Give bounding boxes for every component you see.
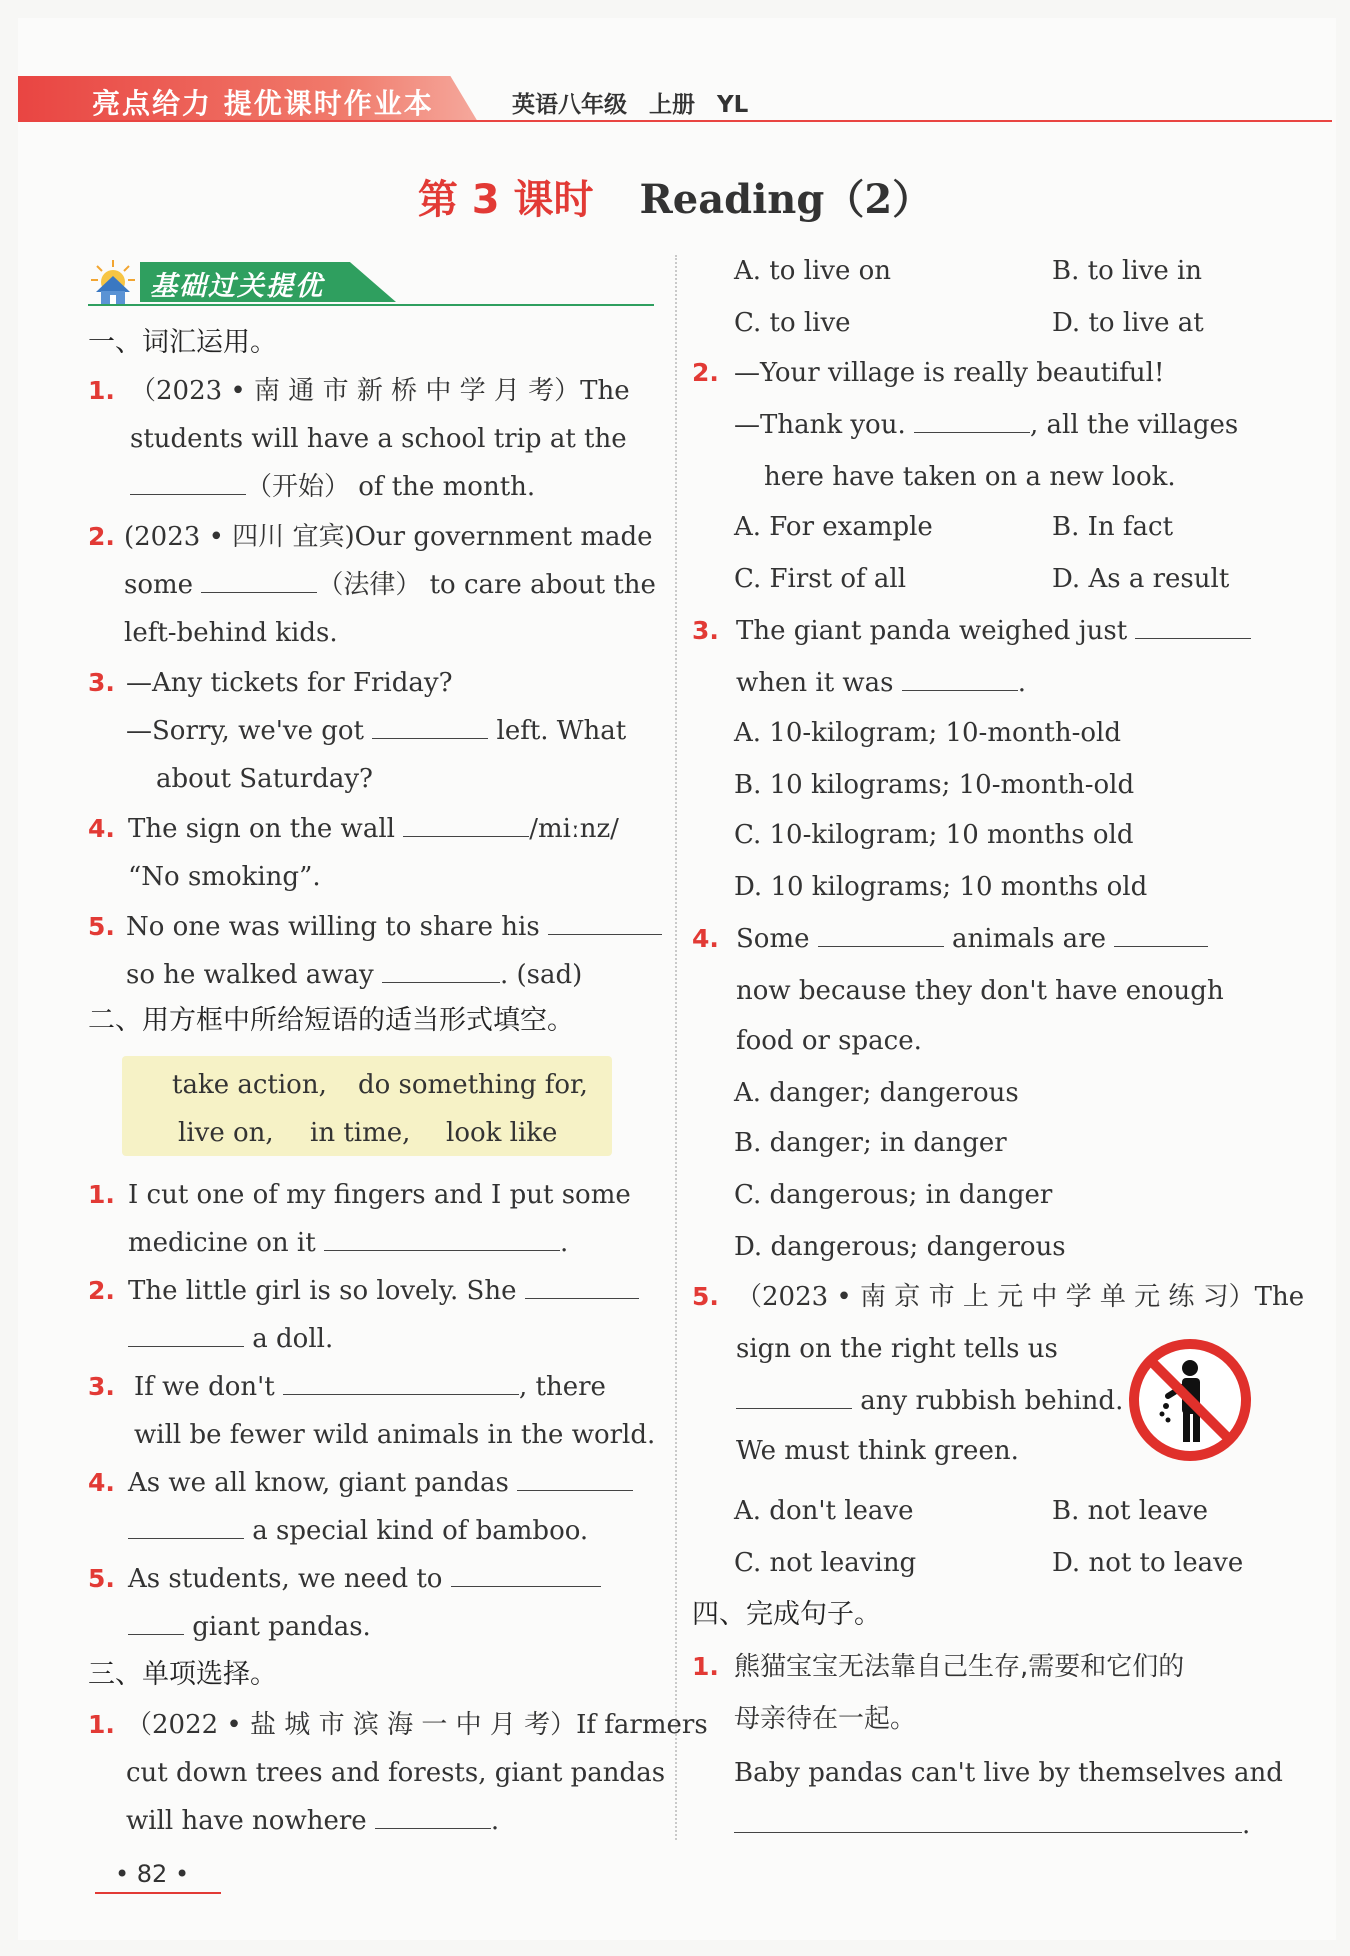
question-text: a doll. [252,1324,334,1354]
banner-rule [88,304,654,306]
lesson-title: Reading（2） [639,176,933,223]
question-text: about Saturday? [156,764,373,794]
question-text: students will have a school trip at the [130,424,627,454]
option-b[interactable]: B. In fact [1052,512,1174,542]
phrase: do something for, [358,1070,588,1100]
section-banner [88,258,400,306]
option-b[interactable]: B. 10 kilograms; 10-month-old [734,770,1135,800]
answer-blank[interactable] [128,1610,184,1635]
question-line [734,408,1238,442]
question-number: 5. [88,912,115,941]
answer-blank[interactable] [1114,922,1208,947]
question-text: left. What [496,716,627,746]
question-line [134,1370,606,1404]
question-text: any rubbish behind. [860,1386,1124,1416]
header-rule [18,120,1332,122]
option-c[interactable]: C. to live [734,308,851,338]
question-text: will have nowhere [126,1806,367,1836]
question-text: （法律） to care about the [317,570,656,600]
question-line [736,614,1251,648]
question-text: , there [518,1372,606,1402]
answer-blank[interactable] [372,714,488,739]
question-text: some [124,570,194,600]
question-line [128,1514,588,1548]
answer-blank[interactable] [1135,614,1251,639]
answer-blank[interactable] [818,922,944,947]
question-line [128,1226,568,1260]
answer-blank[interactable] [128,1514,244,1539]
question-number: 2. [88,522,115,551]
question-number: 3. [88,1372,115,1401]
question-text: when it was [736,668,894,698]
answer-blank[interactable] [382,958,500,983]
option-a[interactable]: A. danger; dangerous [734,1078,1019,1108]
question-text: . [559,1228,569,1258]
question-line [128,1610,371,1644]
question-text: As students, we need to [128,1564,443,1594]
lesson-heading [0,168,1350,225]
question-number: 2. [692,358,719,387]
option-d[interactable]: D. to live at [1052,308,1204,338]
answer-blank[interactable] [451,1562,601,1587]
question-text: will be fewer wild animals in the world. [134,1420,656,1450]
option-d[interactable]: D. As a result [1052,564,1230,594]
house-sun-icon [88,258,138,306]
question-line [128,1562,601,1596]
option-d[interactable]: D. dangerous; dangerous [734,1232,1066,1262]
answer-blank[interactable] [517,1466,633,1491]
section-title-choice: 三、单项选择。 [88,1659,277,1690]
question-text: —Sorry, we've got [126,716,364,746]
question-text: here have taken on a new look. [764,462,1176,492]
option-c[interactable]: C. dangerous; in danger [734,1180,1053,1210]
answer-blank[interactable] [914,408,1030,433]
no-littering-sign-icon [1128,1338,1252,1462]
section-title-vocab: 一、词汇运用。 [88,327,277,358]
phrase: take action, [172,1070,327,1100]
question-text: No one was willing to share his [126,912,540,942]
question-text: . (sad) [500,960,583,990]
question-number: 3. [88,668,115,697]
phonetic: /miːnz/ [529,814,619,844]
question-number: 3. [692,616,719,645]
option-d[interactable]: D. 10 kilograms; 10 months old [734,872,1148,902]
option-b[interactable]: B. not leave [1052,1496,1209,1526]
question-line [736,922,1208,956]
question-line [126,958,582,992]
question-number: 4. [692,924,719,953]
question-line [126,910,662,944]
question-line [128,1466,633,1500]
question-number: 4. [88,1468,115,1497]
page-number [95,1860,221,1896]
question-number: 1. [88,1710,115,1739]
phrase: live on, [178,1118,274,1148]
question-line [128,1322,333,1356]
question-text: cut down trees and forests, giant pandas [126,1758,666,1788]
lesson-number: 第 3 课时 [417,177,594,223]
question-text: （2023 • 南 通 市 新 桥 中 学 月 考）The [130,376,630,406]
question-number: 4. [88,814,115,843]
question-text: animals are [952,924,1107,954]
question-text: giant pandas. [192,1612,371,1642]
answer-blank[interactable] [734,1808,1242,1833]
question-number: 5. [692,1282,719,1311]
answer-blank[interactable] [548,910,662,935]
question-line [126,714,626,748]
phrase: in time, [310,1118,411,1148]
option-a[interactable]: A. to live on [734,256,892,286]
answer-blank[interactable] [525,1274,639,1299]
option-c[interactable]: C. First of all [734,564,907,594]
option-c[interactable]: C. 10-kilogram; 10 months old [734,820,1134,850]
question-text: （2022 • 盐 城 市 滨 海 一 中 月 考）If farmers [126,1710,708,1740]
column-divider [675,255,677,1840]
question-text: The giant panda weighed just [736,616,1128,646]
section-title-phrases: 二、用方框中所给短语的适当形式填空。 [88,1005,574,1036]
book-title: 英语八年级 上册 YL [512,92,749,118]
question-text: （开始） of the month. [246,472,536,502]
question-text: We must think green. [736,1436,1019,1466]
question-text: If we don't [134,1372,275,1402]
question-text: . [1017,668,1027,698]
question-line [130,470,535,504]
question-number: 1. [88,1180,115,1209]
option-b[interactable]: B. to live in [1052,256,1203,286]
answer-blank[interactable] [128,1322,244,1347]
option-a[interactable]: A. 10-kilogram; 10-month-old [734,718,1121,748]
question-line [128,1274,639,1308]
question-number: 5. [88,1564,115,1593]
question-text: I cut one of my fingers and I put some [128,1180,631,1210]
question-number: 1. [88,376,115,405]
answer-blank[interactable] [403,812,529,837]
answer-blank[interactable] [375,1804,491,1829]
question-text: The little girl is so lovely. She [128,1276,517,1306]
answer-blank[interactable] [201,568,317,593]
banner-title: 基础过关提优 [150,271,324,302]
question-text: medicine on it [128,1228,316,1258]
question-number: 1. [692,1652,719,1681]
answer-blank[interactable] [736,1384,852,1409]
option-b[interactable]: B. danger; in danger [734,1128,1007,1158]
question-number: 2. [88,1276,115,1305]
question-text: —Any tickets for Friday? [126,668,453,698]
question-text: . [490,1806,500,1836]
question-text: （2023 • 南 京 市 上 元 中 学 单 元 练 习）The [736,1282,1305,1312]
question-text: 熊猫宝宝无法靠自己生存,需要和它们的 [734,1652,1185,1682]
question-text: . [1242,1810,1251,1840]
question-text: Baby pandas can't live by themselves and [734,1758,1283,1788]
option-c[interactable]: C. not leaving [734,1548,917,1578]
question-text: (2023 • 四川 宜宾)Our government made [124,522,653,552]
question-text: “No smoking”. [128,862,321,892]
answer-blank[interactable] [324,1226,560,1251]
page-number-text: • 82 • [115,1860,190,1888]
answer-blank[interactable] [130,470,246,495]
question-text: —Thank you. [734,410,906,440]
option-a[interactable]: A. For example [734,512,933,542]
question-text: Some [736,924,810,954]
question-line [734,1808,1250,1842]
question-line [736,666,1026,700]
question-text: 母亲待在一起。 [734,1704,917,1734]
question-line [124,568,656,602]
question-text: , all the villages [1029,410,1239,440]
question-text: —Your village is really beautiful! [734,358,1165,388]
answer-blank[interactable] [902,666,1018,691]
question-text: As we all know, giant pandas [128,1468,509,1498]
question-text: so he walked away [126,960,374,990]
section-title-sentences: 四、完成句子。 [692,1599,881,1630]
page-number-rule [95,1892,221,1894]
question-text: now because they don't have enough [736,976,1224,1006]
series-title: 亮点给力 提优课时作业本 [92,87,434,120]
question-text: a special kind of bamboo. [252,1516,589,1546]
option-a[interactable]: A. don't leave [734,1496,914,1526]
answer-blank[interactable] [283,1370,519,1395]
question-line [126,1804,499,1838]
question-text: The sign on the wall [128,814,395,844]
question-text: sign on the right tells us [736,1334,1058,1364]
question-line [128,812,619,846]
option-d[interactable]: D. not to leave [1052,1548,1244,1578]
question-line [736,1384,1123,1418]
phrase: look like [446,1118,558,1148]
question-text: left-behind kids. [124,618,338,648]
question-text: food or space. [736,1026,922,1056]
